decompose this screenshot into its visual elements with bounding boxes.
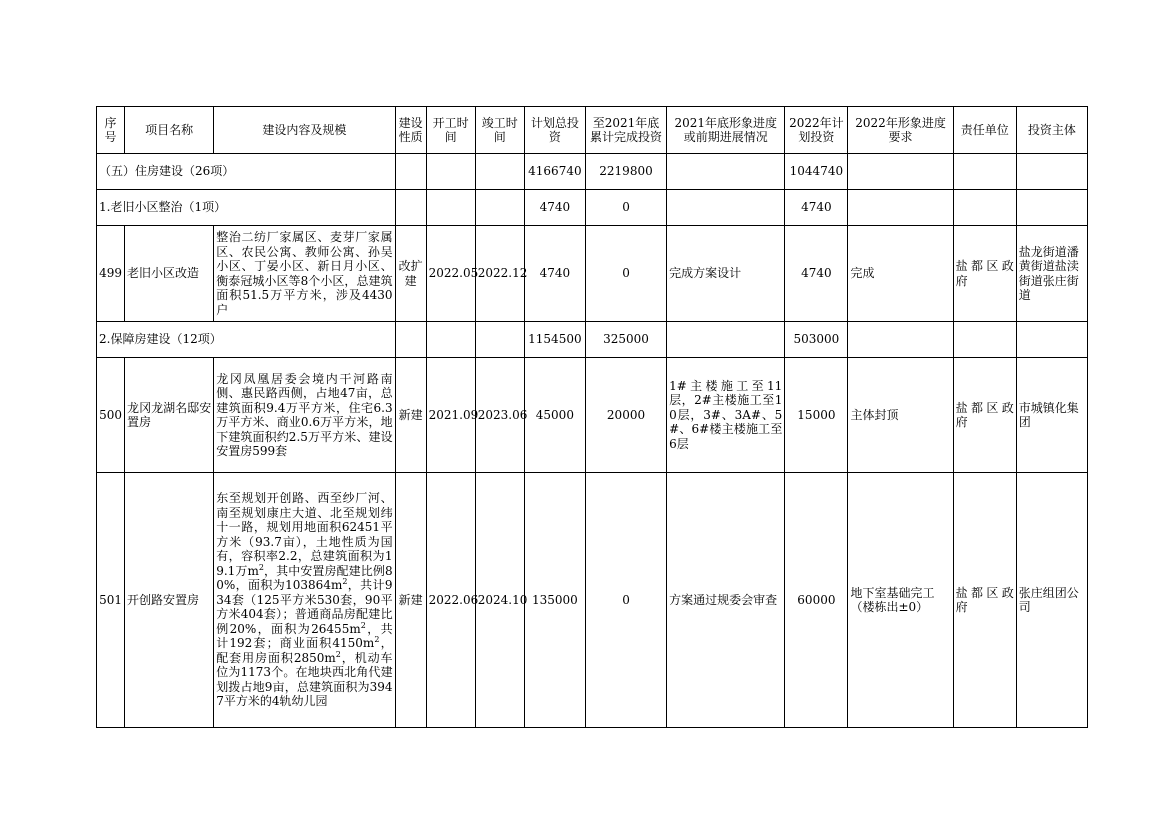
table-row: [97, 358, 1088, 473]
progress-2021: 完成方案设计: [667, 226, 785, 322]
investor: 市城镇化集团: [1016, 358, 1087, 473]
seq: 501: [97, 473, 125, 728]
nature: 新建: [395, 473, 426, 728]
start-time: 2022.06: [426, 473, 475, 728]
header-name: 项目名称: [125, 107, 214, 154]
header-nature: 建设性质: [395, 107, 426, 154]
plan-2022: 4740: [785, 226, 848, 322]
responsible-unit: 盐都区政府: [953, 358, 1016, 473]
investment-plan-table: [96, 106, 1088, 728]
investor: 盐龙街道潘黄街道盐渎街道张庄街道: [1016, 226, 1087, 322]
plan-total: 4166740: [524, 154, 585, 190]
project-content: 东至规划开创路、西至纱厂河、南至规划康庄大道、北至规划纬十一路，规划用地面积62451平方米（93.7亩），土地性质为国有，容积率2.2，总建筑面积为19.1万$m^2$，其中安置房配建比例80%，面积为$103864m^2$，共计934套（125平方米530套，90平方米404套）；普通商品房配建比例20%，面积为$26455m^2$，共计192套；商业面积$4150m^2$，配套用房面积$2850m^2$，机动车位为1173个。在地块西北角代建划拨占地9亩，总建筑面积为3947平方米的4轨幼儿园: [214, 473, 395, 728]
plan-2022: 15000: [785, 358, 848, 473]
project-content: 整治二纺厂家属区、麦芽厂家属区、农民公寓、教师公寓、孙吴小区、丁晏小区、新日月小区、衡泰冠城小区等8个小区，总建筑面积51.5万平方米，涉及4430户: [214, 226, 395, 322]
investor: 张庄组团公司: [1016, 473, 1087, 728]
nature: 新建: [395, 358, 426, 473]
section-title: 1.老旧小区整治（1项）: [97, 190, 396, 226]
seq: 499: [97, 226, 125, 322]
header-investor: 投资主体: [1016, 107, 1087, 154]
done-2021: 325000: [585, 322, 666, 358]
done-2021: 20000: [585, 358, 666, 473]
requirement-2022: 完成: [848, 226, 953, 322]
header-req-2022: 2022年形象进度要求: [848, 107, 953, 154]
header-plan-2022: 2022年计划投资: [785, 107, 848, 154]
seq: 500: [97, 358, 125, 473]
header-start: 开工时间: [426, 107, 475, 154]
table-row: [97, 473, 1088, 728]
plan-total: 4740: [524, 190, 585, 226]
plan-total: 1154500: [524, 322, 585, 358]
header-content: 建设内容及规模: [214, 107, 395, 154]
done-2021: 0: [585, 226, 666, 322]
section-row-old-community: [97, 190, 1088, 226]
section-title: （五）住房建设（26项）: [97, 154, 396, 190]
plan-2022: 503000: [785, 322, 848, 358]
plan-2022: 4740: [785, 190, 848, 226]
done-2021: 0: [585, 473, 666, 728]
plan-total: 135000: [524, 473, 585, 728]
header-progress-2021: 2021年底形象进度或前期进展情况: [667, 107, 785, 154]
finish-time: 2023.06: [475, 358, 524, 473]
finish-time: 2024.10: [475, 473, 524, 728]
project-name: 开创路安置房: [125, 473, 214, 728]
header-seq: 序号: [97, 107, 125, 154]
header-unit: 责任单位: [953, 107, 1016, 154]
progress-2021: 方案通过规委会审查: [667, 473, 785, 728]
nature: 改扩建: [395, 226, 426, 322]
section-row-housing: [97, 154, 1088, 190]
header-done-2021: 至2021年底累计完成投资: [585, 107, 666, 154]
plan-2022: 60000: [785, 473, 848, 728]
plan-2022: 1044740: [785, 154, 848, 190]
project-name: 龙冈龙湖名邸安置房: [125, 358, 214, 473]
header-plan-total: 计划总投资: [524, 107, 585, 154]
section-row-affordable-housing: [97, 322, 1088, 358]
start-time: 2022.05: [426, 226, 475, 322]
project-content: 龙冈凤凰居委会境内干河路南侧、惠民路西侧，占地47亩，总建筑面积9.4万平方米，住宅6.3万平方米、商业0.6万平方米，地下建筑面积约2.5万平方米、建设安置房599套: [214, 358, 395, 473]
start-time: 2021.09: [426, 358, 475, 473]
table-row: [97, 226, 1088, 322]
plan-total: 45000: [524, 358, 585, 473]
responsible-unit: 盐都区政府: [953, 226, 1016, 322]
requirement-2022: 地下室基础完工（楼栋出±0）: [848, 473, 953, 728]
header-finish: 竣工时间: [475, 107, 524, 154]
responsible-unit: 盐都区政府: [953, 473, 1016, 728]
header-row: [97, 107, 1088, 154]
plan-total: 4740: [524, 226, 585, 322]
project-name: 老旧小区改造: [125, 226, 214, 322]
progress-2021: 1#主楼施工至11层，2#主楼施工至10层，3#、3A#、5#、6#楼主楼施工至6层: [667, 358, 785, 473]
done-2021: 0: [585, 190, 666, 226]
finish-time: 2022.12: [475, 226, 524, 322]
done-2021: 2219800: [585, 154, 666, 190]
requirement-2022: 主体封顶: [848, 358, 953, 473]
section-title: 2.保障房建设（12项）: [97, 322, 396, 358]
